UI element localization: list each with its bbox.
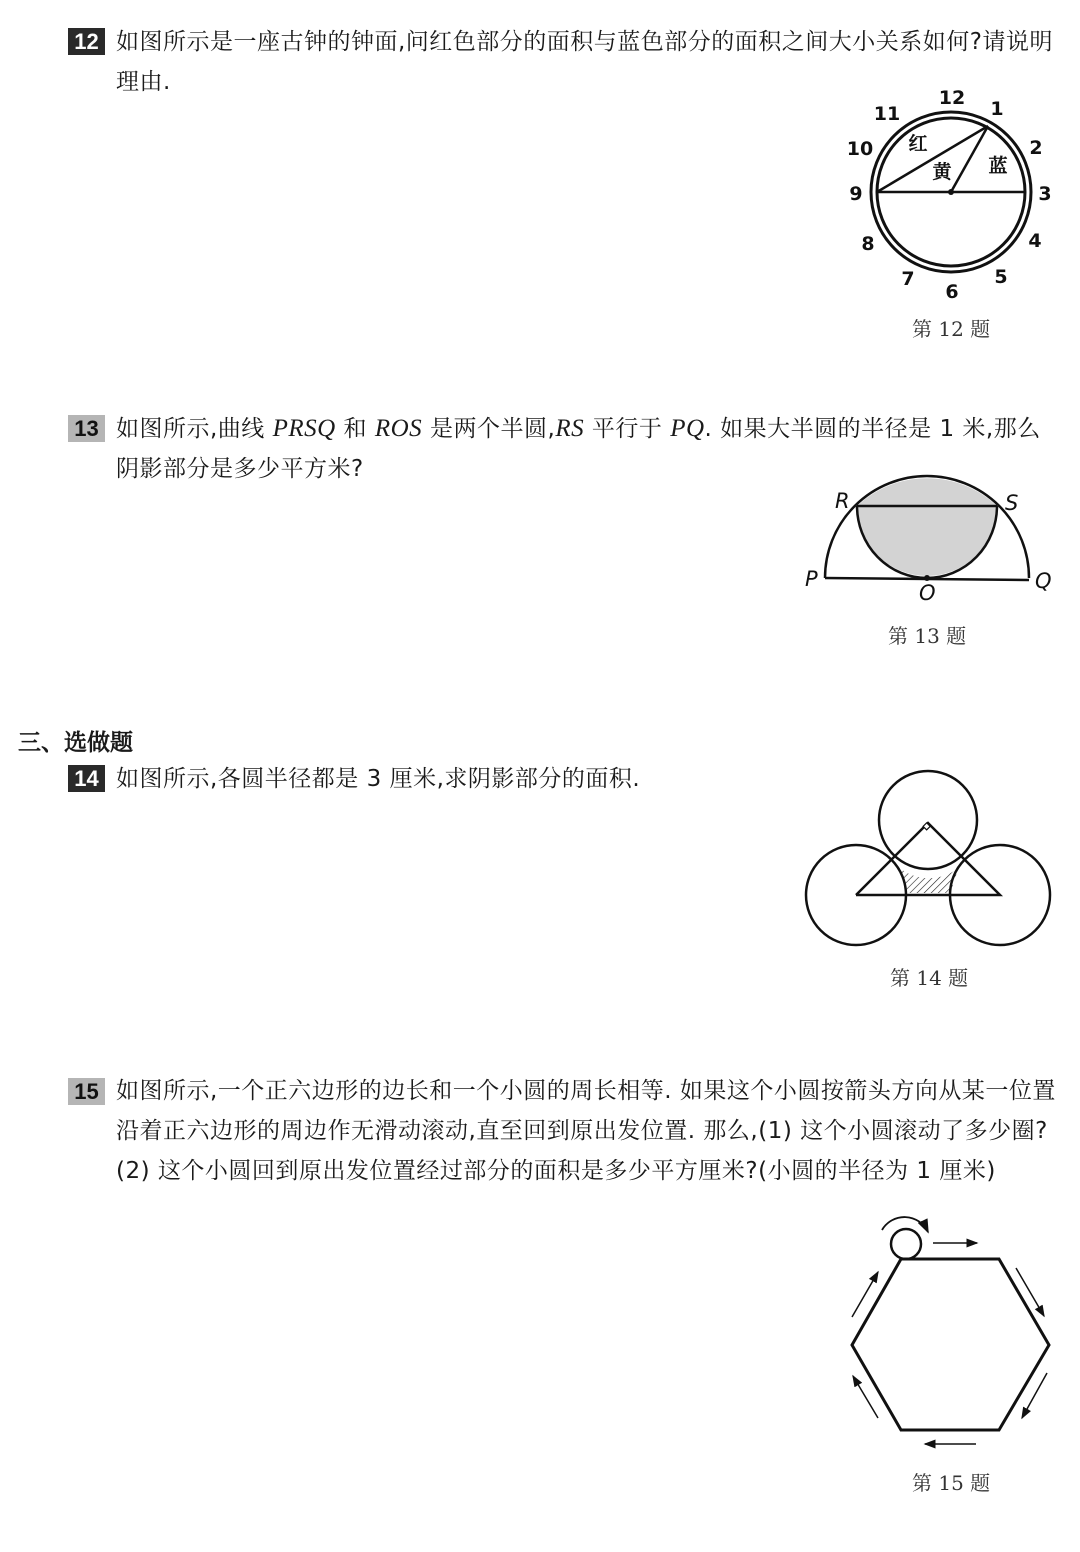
figure-14-caption: 第 14 题: [890, 966, 969, 990]
clock-number-12: 12: [938, 87, 966, 109]
figure-13-caption: 第 13 题: [888, 624, 967, 648]
question-15-text: 如图所示,一个正六边形的边长和一个小圆的周长相等. 如果这个小圆按箭头方向从某一位置沿着正六边形的周边作无滑动滚动,直至回到原出发位置. 那么,(1) 这个小圆滚动了多少圈?(2) 这个小圆回到原出发位置经过部分的面积是多少平方厘米?(小圆的半径为 1 厘米): [116, 1078, 1056, 1184]
segment-label-rs: RS: [555, 415, 585, 442]
text-part: 和: [335, 416, 375, 442]
question-14-text: 如图所示,各圆半径都是 3 厘米,求阴影部分的面积.: [116, 766, 641, 792]
region-label-yellow: 黄: [932, 161, 952, 183]
clock-face-figure: [830, 80, 1070, 310]
point-label-s: S: [1005, 491, 1019, 515]
question-12-text: 如图所示是一座古钟的钟面,问红色部分的面积与蓝色部分的面积之间大小关系如何?请说明理由.: [116, 29, 1054, 95]
figure-12-caption: 第 12 题: [912, 317, 991, 341]
text-part: 是两个半圆,: [422, 416, 556, 442]
text-part: 如图所示,曲线: [116, 416, 273, 442]
clock-number-3: 3: [1038, 183, 1052, 205]
question-number-badge: 13: [68, 415, 105, 442]
clock-number-10: 10: [846, 138, 874, 160]
text-part: 平行于: [584, 416, 671, 442]
region-label-blue: 蓝: [988, 155, 1008, 177]
clock-number-11: 11: [873, 103, 901, 125]
figure-15-caption: 第 15 题: [912, 1471, 991, 1495]
hexagon-rolling-circle-figure: [830, 1210, 1070, 1470]
clock-number-1: 1: [990, 98, 1004, 120]
semicircles-figure: [795, 470, 1065, 610]
clock-number-5: 5: [994, 266, 1008, 288]
text-part: . 如果大半圆的半径是 1 米,那么阴影部分是多少平方米?: [116, 416, 1041, 482]
clock-number-7: 7: [901, 268, 915, 290]
point-label-q: Q: [1035, 569, 1052, 593]
question-number-badge: 12: [68, 28, 105, 55]
section-title: 三、选做题: [18, 730, 133, 756]
clock-number-9: 9: [849, 183, 863, 205]
question-number-badge: 14: [68, 765, 105, 792]
point-label-o: O: [919, 581, 936, 605]
clock-number-8: 8: [861, 233, 875, 255]
point-label-p: P: [805, 567, 818, 591]
three-circles-figure: [795, 760, 1065, 960]
curve-label-ros: ROS: [374, 415, 423, 442]
curve-label-prsq: PRSQ: [272, 415, 336, 442]
clock-number-6: 6: [945, 281, 959, 303]
question-number-badge: 15: [68, 1078, 105, 1105]
clock-number-2: 2: [1029, 137, 1043, 159]
clock-number-4: 4: [1028, 230, 1042, 252]
point-label-r: R: [835, 489, 850, 513]
segment-label-pq: PQ: [670, 415, 705, 442]
region-label-red: 红: [908, 133, 928, 155]
